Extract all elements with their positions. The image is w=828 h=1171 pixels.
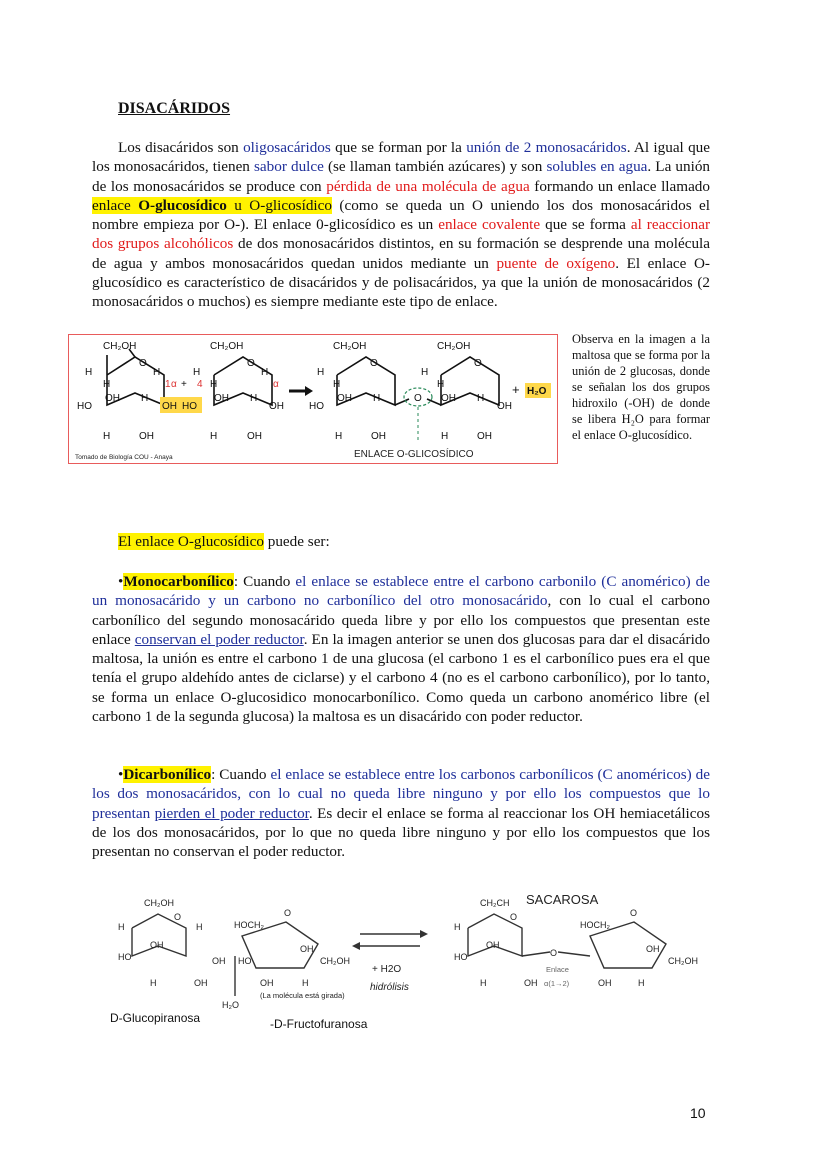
types-intro	[118, 532, 710, 551]
text-run: u O-glicosídico	[226, 196, 332, 214]
ring-oxygen: O	[370, 358, 378, 369]
highlight-enlace	[92, 197, 332, 214]
oh-label: OH	[300, 944, 314, 954]
h-label: H	[317, 367, 325, 378]
ring-oxygen: O	[247, 358, 255, 369]
ch2oh-label: CH₂OH	[668, 956, 698, 966]
oh-label: OH	[260, 978, 274, 988]
conservan-poder-reductor: conservan el poder reductor	[134, 630, 304, 648]
h-label: H	[85, 367, 93, 378]
h-label: H	[210, 379, 218, 390]
sucrose-diagram	[110, 886, 698, 1036]
bullet: •	[118, 573, 124, 590]
girada-note: (La molécula está girada)	[260, 991, 345, 1000]
h-label: H	[141, 393, 149, 404]
definition-dicarbonilico: el enlace se establece entre los carbonos carbonílicos (C anoméricos) de los dos monosacáridos, con lo cual no queda libre ninguno y por ello los compuestos que lo presentan	[92, 766, 710, 822]
term-puente-oxigeno: puente de oxígeno	[496, 254, 616, 272]
glucopiranosa-label: D-Glucopiranosa	[110, 1011, 201, 1025]
maltose-diagram	[69, 335, 557, 463]
oh-label: OH	[337, 393, 352, 404]
text-run: que se forman por la	[330, 139, 467, 156]
h-label: H	[638, 978, 645, 988]
ring-oxygen: O	[474, 358, 482, 369]
ch2oh-label: CH₂OH	[210, 341, 244, 352]
term-oligosacaridos: oligosacáridos	[243, 139, 331, 156]
fructofuranosa-label: -D-Fructofuranosa	[270, 1017, 368, 1031]
ho-label: HO	[454, 952, 468, 962]
water-label: H₂O	[222, 1000, 239, 1010]
monocarbonilico-paragraph	[92, 572, 710, 726]
sucrose-figure	[110, 886, 698, 1036]
oh-label: OH	[441, 393, 456, 404]
oh-label: OH	[194, 978, 208, 988]
oh-hydroxyl: OH	[162, 401, 177, 412]
h-label: H	[302, 978, 309, 988]
text-run: . La unión de los monosacáridos se produce con	[92, 158, 711, 195]
pierden-poder-reductor: pierden el poder reductor	[154, 804, 309, 822]
text-run: : Cuando	[211, 766, 271, 783]
h-label: H	[103, 379, 111, 390]
oh-label: OH	[371, 431, 386, 442]
text-run: que se forma	[540, 216, 631, 234]
highlight-enlace-puede: El enlace O-glucosídico	[118, 533, 264, 550]
dicarbonilico-paragraph	[92, 765, 710, 861]
hoch2-label: HOCH₂	[580, 920, 610, 930]
alpha-label: α	[171, 379, 177, 390]
sacarosa-title: SACAROSA	[526, 892, 599, 907]
bridge-oxygen: O	[414, 393, 422, 404]
ch2oh-label: CH₂OH	[103, 341, 137, 352]
figure-credit: Tomado de Biología COU - Anaya	[75, 454, 173, 461]
text-run: puede ser:	[263, 533, 330, 550]
h-label: H	[250, 393, 258, 404]
water-plus-label: + H2O	[372, 964, 402, 975]
bridge-oxygen: O	[550, 948, 558, 958]
h-label: H	[480, 978, 487, 988]
figure-caption: Observa en la imagen a la maltosa que se forma por la unión de 2 glucosas, donde se señalan los dos grupos hidroxilo (-OH) de donde se libera H₂O para formar el enlace O-glucosídico.	[572, 332, 710, 442]
oh-label: OH	[269, 401, 284, 412]
h-label: H	[196, 922, 203, 932]
term-o-glucosidico: O-glucosídico	[138, 196, 227, 214]
carbon-4-label: 4	[197, 379, 203, 390]
oh-label: OH	[524, 978, 538, 988]
text-run: formando un enlace llamado	[529, 177, 710, 195]
oh-label: OH	[598, 978, 612, 988]
oh-label: OH	[150, 940, 164, 950]
carbon-1-label: 1	[165, 379, 171, 390]
text-run: de dos monosacáridos distintos, en su formación se desprende una molécula de agua y ambos monosacáridos quedan unidos mediante un	[92, 235, 711, 272]
definition-monocarbonilico: el enlace se establece entre el carbono carbonilo (C anomérico) de un monosacárido y un carbono no carbonílico del otro monosacárido	[92, 573, 710, 610]
intro-paragraph	[92, 138, 710, 312]
h-label: H	[261, 367, 269, 378]
ring-oxygen: O	[630, 908, 638, 918]
ho-label: HO	[118, 952, 132, 962]
page-title: DISACÁRIDOS	[118, 100, 231, 117]
term-solubles: solubles en agua	[546, 158, 648, 176]
h-label: H	[454, 922, 461, 932]
plus-sign: +	[181, 379, 187, 390]
term-sabor-dulce: sabor dulce	[254, 158, 324, 176]
text-run: (como se queda un O uniendo los dos monosacáridos el nombre empieza por O-). El enlace 0-glicosídico es un	[92, 196, 711, 234]
text-run: . Al igual que los monosacáridos, tienen	[92, 139, 710, 176]
term-dicarbonilico: Dicarbonílico	[123, 766, 212, 783]
oh-label: OH	[646, 944, 660, 954]
ho-label: HO	[77, 401, 92, 412]
ring-oxygen: O	[284, 908, 292, 918]
h-label: H	[335, 431, 343, 442]
text-run: . En la imagen anterior se unen dos glucosas para dar el disacárido maltosa, la unión es entre el carbono 1 de una glucosa (el carbono 1 es el carbonílico pues era el que tenía el grupo aldehído antes de ciclarse) y el carbono 4 (no es el carbono carbonílico), por lo tanto, se forma un enlace O-glucosidico monocarbonílico. Como queda un carbono anomérico libre (el carbono 1 de la segunda glucosa) la maltosa es un disacárido con poder reductor.	[92, 630, 710, 726]
oh-label: OH	[247, 431, 262, 442]
alpha-12-note: α(1→2)	[544, 979, 570, 988]
enlace-label: ENLACE O-GLICOSÍDICO	[354, 449, 474, 460]
bullet: •	[118, 766, 124, 783]
h-label: H	[333, 379, 341, 390]
ring-oxygen: O	[174, 912, 182, 922]
ring-oxygen: O	[510, 912, 518, 922]
term-covalente: enlace covalente	[438, 216, 541, 234]
ch2oh-label: CH₂OH	[333, 341, 367, 352]
ch2oh-label: CH₂OH	[320, 956, 350, 966]
text-run: Los disacáridos son	[118, 139, 244, 156]
h-label: H	[150, 978, 157, 988]
oh-label: OH	[212, 956, 226, 966]
ch2ch-label: CH₂CH	[480, 898, 510, 908]
oh-label: OH	[105, 393, 120, 404]
term-monocarbonilico: Monocarbonílico	[123, 573, 234, 590]
h-label: H	[210, 431, 218, 442]
h-label: H	[373, 393, 381, 404]
h-label: H	[153, 367, 161, 378]
text-run: , con lo cual el carbono carbonílico del segundo monosacárido queda libre y por ello los compuestos que presentan este enlace	[92, 592, 710, 648]
alpha-label: α	[273, 379, 279, 390]
text-run: . Es decir el enlace se forma al reaccionar los OH hemiacetálicos de los dos monosacáridos, por lo que no queda libre ninguno y por ello los compuestos que los presentan no conservan el poder reductor.	[92, 804, 711, 861]
ch2oh-label: CH₂OH	[144, 898, 174, 908]
h-label: H	[441, 431, 449, 442]
plus-sign: +	[512, 382, 520, 397]
reaction-arrow	[305, 386, 313, 396]
h-label: H	[193, 367, 201, 378]
ho-label: HO	[238, 956, 252, 966]
text-run: (se llaman también azúcares) y son	[323, 158, 547, 176]
h-label: H	[103, 431, 111, 442]
term-perdida-agua: pérdida de una molécula de agua	[326, 177, 530, 195]
water-label: H₂O	[527, 386, 547, 397]
ring-oxygen: O	[139, 358, 147, 369]
text-run: : Cuando	[233, 573, 296, 590]
ho-hydroxyl: HO	[182, 401, 197, 412]
term-union: unión de 2 monosacáridos	[466, 139, 627, 156]
h-label: H	[421, 367, 429, 378]
h-label: H	[477, 393, 485, 404]
oh-label: OH	[497, 401, 512, 412]
enlace-note: Enlace	[546, 965, 569, 974]
text-run: . El enlace O-glucosídico es característico de disacáridos y de polisacáridos, ya que la unión de monosacáridos (2 monosacáridos o muchos) es siempre mediante este tipo de enlace.	[92, 254, 710, 311]
text-run: enlace	[92, 196, 139, 214]
page-number: 10	[690, 1105, 706, 1121]
term-reaccionar: al reaccionar dos grupos alcohólicos	[92, 216, 710, 253]
oh-label: OH	[139, 431, 154, 442]
ho-label: HO	[309, 401, 324, 412]
maltose-figure	[68, 334, 558, 464]
h-label: H	[437, 379, 445, 390]
oh-label: OH	[486, 940, 500, 950]
oh-label: OH	[214, 393, 229, 404]
hidrolisis-label: hidrólisis	[370, 982, 409, 993]
h-label: H	[118, 922, 125, 932]
hoch2-label: HOCH₂	[234, 920, 264, 930]
ch2oh-label: CH₂OH	[437, 341, 471, 352]
oh-label: OH	[477, 431, 492, 442]
